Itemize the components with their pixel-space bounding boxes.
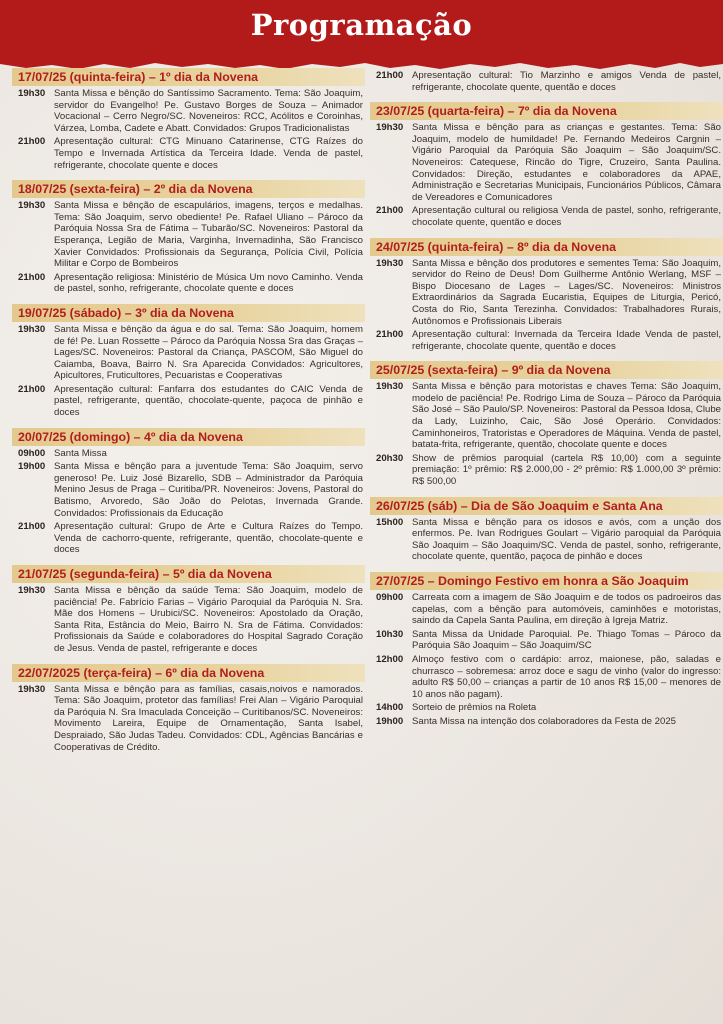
- event-row: [12, 200, 365, 270]
- event-row: [12, 384, 365, 419]
- event-time: 19h30: [376, 381, 404, 393]
- event-row: [370, 205, 723, 228]
- day-block: [12, 68, 365, 171]
- day-header: 17/07/25 (quinta-feira) – 1º dia da Novena: [12, 68, 365, 86]
- day-block: [12, 664, 365, 754]
- event-row: [370, 122, 723, 203]
- event-row: [370, 70, 723, 93]
- day-block: [12, 428, 365, 556]
- event-time: 21h00: [376, 329, 404, 341]
- event-description: Santa Missa e bênção da saúde Tema: São Joaquim, modelo de paciência! Pe. Fabrício Farias – Vigário Paroquial da Paróquia N. Sra. Mãe dos Homens – Urubici/SC. Noveneiros: Apostolado da Oração, Santa Rita, Estância do Meio, Bairro N. Sra de Fátima. Convidados: Profissionais da Saúde e colaboradores do Hospital Sagrado Coração de Jesus. Venda de pastel, refrigerante e doces: [54, 585, 363, 654]
- event-time: 19h30: [18, 585, 46, 596]
- event-time: 09h00: [18, 447, 46, 459]
- day-block: [370, 497, 723, 563]
- title-banner: [0, 0, 723, 62]
- event-row: [370, 453, 723, 488]
- event-row: [12, 88, 365, 134]
- event-description: Santa Missa e bênção para as famílias, casais,noivos e namorados. Tema: São Joaquim, protetor das famílias! Frei Alan – Vigário Paroquial da Paróquia N. Sra Imaculada Conceição – Curitibanos/SC. Noveneiros: Movimento Lareira, Equipe de Ornamentação, Santa Isabel, Despraiado, São Judas Tadeu. Convidados: CDL, Agências Bancárias e Cooperativas de Crédito.: [54, 683, 363, 753]
- event-row: [12, 521, 365, 556]
- day-header: 25/07/25 (sexta-feira) – 9º dia da Novena: [370, 361, 723, 379]
- event-row: [370, 329, 723, 352]
- event-row: [370, 258, 723, 328]
- event-time: 19h30: [18, 323, 46, 335]
- day-header: 27/07/25 – Domingo Festivo em honra a São Joaquim: [370, 572, 723, 590]
- event-time: 21h00: [18, 271, 46, 283]
- event-row: [12, 324, 365, 382]
- event-description: Apresentação cultural: Tio Marzinho e amigos Venda de pastel, refrigerante, chocolate quente, quentão e doces: [412, 70, 721, 93]
- day-header: 23/07/25 (quarta-feira) – 7º dia da Novena: [370, 102, 723, 120]
- event-description: Apresentação cultural: Invernada da Terceira Idade Venda de pastel, refrigerante, chocolate quente, quentão e doces: [412, 329, 721, 352]
- event-time: 19h00: [18, 461, 46, 473]
- event-row: [12, 272, 365, 295]
- event-description: Apresentação religiosa: Ministério de Música Um novo Caminho. Venda de pastel, sonho, refrigerante, chocolate quente e doces: [54, 271, 363, 295]
- event-description: Carreata com a imagem de São Joaquim e de todos os padroeiros das capelas, com a bênção para automóveis, caminhões e motoristas, saindo da Capela Santa Paulina, em direção à Igreja Matriz.: [412, 592, 721, 627]
- event-description: Apresentação cultural: Fanfarra dos estudantes do CAIC Venda de pastel, refrigerante, quentão, chocolate-quente, paçoca de pinhão e doces: [54, 383, 363, 419]
- event-time: 19h30: [376, 122, 404, 134]
- event-row: [370, 702, 723, 714]
- day-block: [370, 238, 723, 353]
- event-time: 10h30: [376, 628, 404, 640]
- event-description: Santa Missa da Unidade Paroquial. Pe. Thiago Tomas – Pároco da Paróquia São Joaquim – São Joaquim/SC: [412, 628, 721, 652]
- event-description: Santa Missa e bênção de escapulários, imagens, terços e medalhas. Tema: São Joaquim, servo obediente! Pe. Rafael Uliano – Pároco da Paróquia Nossa Sra de Fátima – Tubarão/SC. Noveneiros: Pastoral da Esperança, Legião de Maria, Varginha, Invernadinha, São Francisco Xavier Convidados: Profissionais da Segurança, Polícia Civil, Polícia Militar e Corpo de Bombeiros: [54, 200, 363, 270]
- event-time: 21h00: [18, 521, 46, 533]
- event-row: [370, 517, 723, 563]
- event-description: Santa Missa e bênção dos produtores e sementes Tema: São Joaquim, servidor do Reino de Deus! Dom Guilherme Antônio Werlang, MSF – Bispo Diocesano de Lages – Lages/SC. Noveneiros: Ministros Extraordinários da Sagrada Eucaristia, Equipes de Liturgia, Pericó, Costa do Rio, Santa Terezinha. Convidados: Trabalhadores Rurais, Autônomos e Profissionais Liberais: [412, 257, 721, 327]
- day-block: [370, 102, 723, 228]
- event-row: [12, 684, 365, 754]
- event-row: [370, 654, 723, 700]
- event-description: Santa Missa e bênção para as crianças e gestantes. Tema: São Joaquim, modelo de humildade! Pe. Fernando Medeiros Cargnin – Vigário Paroquial da Paróquia São Joaquim – São Joaquim/SC. Noveneiros: Catequese, Rincão do Tigre, Cruzeiro, Santa Paulina. Convidados: Direção, estudantes e colaboradores da APAE, Administração e Secretarias Municipais, Funcionários Públicos, Câmara de Vereadores e Comunicadores: [412, 122, 721, 203]
- event-description: Apresentação cultural ou religiosa Venda de pastel, sonho, refrigerante, chocolate quente, quentão e doces: [412, 205, 721, 228]
- day-header: 24/07/25 (quinta-feira) – 8º dia da Novena: [370, 238, 723, 256]
- event-row: [12, 461, 365, 519]
- day-header: 22/07/2025 (terça-feira) – 6º dia da Novena: [12, 664, 365, 682]
- event-time: 14h00: [376, 702, 404, 714]
- event-time: 09h00: [376, 592, 404, 603]
- day-block: [12, 180, 365, 295]
- event-description: Almoço festivo com o cardápio: arroz, maionese, pão, saladas e churrasco – sobremesa: arroz doce e sagu de vinho (valor do ingresso: adulto R$ 50,00 – crianças a partir de 10 anos R$ 15,00 – menores de 10 anos não pagam).: [412, 653, 721, 700]
- day-block: [370, 361, 723, 487]
- event-time: 12h00: [376, 653, 404, 665]
- event-row: [370, 592, 723, 627]
- event-description: Apresentação cultural: CTG Minuano Catarinense, CTG Raízes do Tempo e Invernada Artística da Terceira Idade. Venda de pastel, refrigerante, chocolate quente e doces: [54, 136, 363, 171]
- event-time: 15h00: [376, 516, 404, 528]
- event-row: [370, 381, 723, 451]
- event-description: Santa Missa e bênção do Santíssimo Sacramento. Tema: São Joaquim, servidor do Evangelho! Pe. Gustavo Borges de Souza – Animador Vocacional – Cerro Negro/SC. Noveneiros: RCC, Acólitos e Coroinhas, Várzea, Lomba, Cadete e Abatt. Convidados: Grupos Tradicionalistas: [54, 88, 363, 134]
- event-description: Santa Missa na intenção dos colaboradores da Festa de 2025: [412, 715, 677, 727]
- day-block: [12, 565, 365, 655]
- right-column: [370, 68, 723, 737]
- event-time: 19h30: [18, 683, 46, 695]
- event-time: 21h00: [376, 70, 404, 81]
- event-time: 19h30: [376, 257, 404, 269]
- event-description: Apresentação cultural: Grupo de Arte e Cultura Raízes do Tempo. Venda de cachorro-quente, refrigerante, quentão, chocolate-quente e doces: [54, 521, 363, 556]
- event-row: [12, 136, 365, 171]
- event-description: Santa Missa e bênção para os idosos e avós, com a unção dos enfermos. Pe. Ivan Rodrigues Goulart – Vigário paroquial da Paróquia São Joaquim – São Joaquim/SC. Venda de pastel, sonho, refrigerante, chocolate quente, quentão, paçoca de pinhão e doces: [412, 516, 721, 563]
- event-time: 19h30: [18, 200, 46, 212]
- event-description: Santa Missa: [54, 447, 107, 459]
- event-description: Santa Missa e bênção para a juventude Tema: São Joaquim, servo generoso! Pe. Luiz José Bizarello, SDB – Administrador da Paróquia Menino Jesus de Praga – Curitiba/PR. Noveneiros: Jovens, Pastoral do Batismo, Arvoredo, São João do Pelotas, Invernada Grande. Convidados: Profissionais da Educação: [54, 461, 363, 519]
- day-header: 19/07/25 (sábado) – 3º dia da Novena: [12, 304, 365, 322]
- day-block: [12, 304, 365, 419]
- event-time: 20h30: [376, 452, 404, 464]
- event-time: 21h00: [376, 205, 404, 217]
- event-time: 21h00: [18, 136, 46, 148]
- event-time: 19h00: [376, 715, 404, 727]
- event-time: 21h00: [18, 383, 46, 395]
- event-description: Show de prêmios paroquial (cartela R$ 10,00) com a seguinte premiação: 1º prêmio: R$ 2.000,00 - 2º prêmio: R$ 1.000,00 3º prêmio: R$ 500,00: [412, 452, 721, 488]
- event-row: [370, 629, 723, 652]
- day-header: 20/07/25 (domingo) – 4º dia da Novena: [12, 428, 365, 446]
- day-header: 26/07/25 (sáb) – Dia de São Joaquim e Santa Ana: [370, 497, 723, 515]
- day-block: [370, 70, 723, 93]
- left-column: [12, 68, 365, 762]
- day-header: 21/07/25 (segunda-feira) – 5º dia da Novena: [12, 565, 365, 583]
- event-row: [12, 448, 365, 460]
- page-title: Programação: [250, 8, 473, 42]
- event-description: Santa Missa e bênção da água e do sal. Tema: São Joaquim, homem de fé! Pe. Luan Rossette – Pároco da Paróquia Nossa Sra das Graças – Lages/SC. Noveneiros: Pastoral da Criança, PASCOM, São Miguel do Caiamba, Boava, Bairro N. Sra Aparecida Convidados: Agricultores, Apicultores, Fruticultores, Pecuaristas e Cooperativas: [54, 323, 363, 382]
- event-description: Sorteio de prêmios na Roleta: [412, 702, 537, 714]
- event-time: 19h30: [18, 88, 46, 99]
- day-block: [370, 572, 723, 728]
- event-description: Santa Missa e bênção para motoristas e chaves Tema: São Joaquim, modelo de paciência! Pe. Rodrigo Lima de Souza – Pároco da Paróquia São José – São Paulo/SP. Noveneiros: Pastoral da Pessoa Idosa, Clube da Lady, Luizinho, Caic, São José Operário. Convidados: Caminhoneiros, Tratoristas e Operadores de Máquina. Venda de pastel, batata-frita, refrigerante, quentão, chocolate quente e doces: [412, 381, 721, 451]
- event-row: [12, 585, 365, 655]
- day-header: 18/07/25 (sexta-feira) – 2º dia da Novena: [12, 180, 365, 198]
- event-row: [370, 716, 723, 728]
